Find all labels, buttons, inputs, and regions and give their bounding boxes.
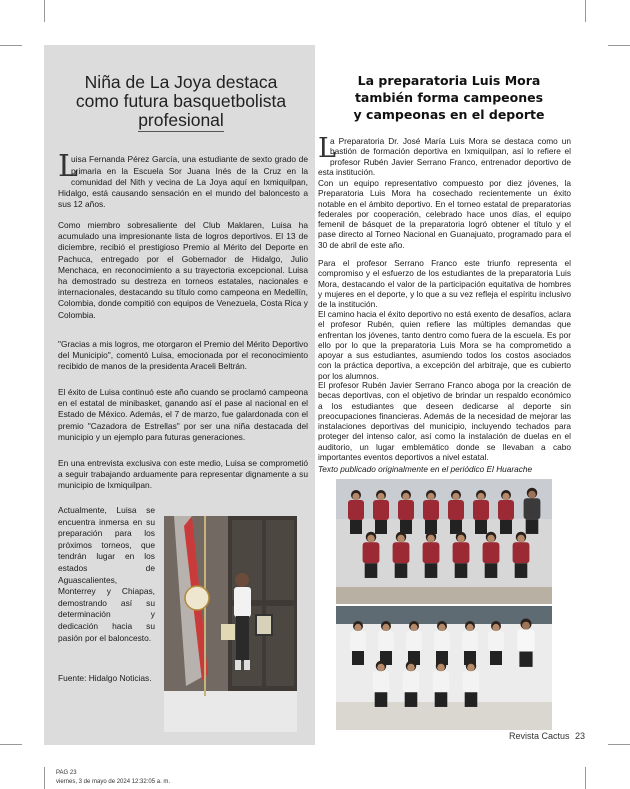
page-number: 23 xyxy=(575,731,586,741)
article-source: Fuente: Hidalgo Noticias. xyxy=(58,673,152,683)
drop-cap: L xyxy=(318,133,336,164)
title-line: como futura basquetbolista xyxy=(75,91,287,111)
print-date: viernes, 3 de mayo de 2024 12:32:05 a. m. xyxy=(56,779,171,785)
magazine-name: Revista Cactus xyxy=(509,731,570,741)
crop-mark xyxy=(44,0,45,22)
crop-mark xyxy=(608,744,630,745)
crop-mark xyxy=(585,0,586,22)
right-article-title xyxy=(322,72,576,123)
left-paragraph: "Gracias a mis logros, me otorgaron el Premio del Mérito Deportivo del Municipio", comentó Luisa, emocionada por el reconocimiento recibido de manos de la presidenta Araceli Beltrán. xyxy=(58,339,308,372)
right-paragraph-intro xyxy=(318,133,571,177)
magazine-footer xyxy=(509,731,585,741)
left-paragraph: En una entrevista exclusiva con este medio, Luisa se comprometió a seguir trabajando arduamente para representar dignamente a su municipio de Ixmiquilpan. xyxy=(58,458,308,491)
team-photo-illustration xyxy=(336,479,552,604)
left-paragraph: El éxito de Luisa continuó este año cuando se proclamó campeona en el estatal de minibasket, ganando así el pase al nacional en el Estado de México. Además, el 7 de marzo, fue galardonada con el premio "Cazadora de Estrellas" por ser una niña destacada del municipio y un ejemplo para futuras generaciones. xyxy=(58,387,308,442)
left-paragraph-intro xyxy=(58,149,308,210)
title-line: y campeonas en el deporte xyxy=(353,107,545,122)
crop-mark xyxy=(585,767,586,789)
paragraph-text: a Preparatoria Dr. José María Luis Mora se destaca como un bastión de formación deportiva en Ixmiquilpan, así lo refiere el profesor Rubén Javier Serrano Franco, entrenador deportivo de esta institución. xyxy=(318,136,571,177)
title-line: La preparatoria Luis Mora xyxy=(357,73,541,88)
title-line: Niña de La Joya destaca xyxy=(84,72,278,92)
team-photo-white-jerseys xyxy=(336,606,552,730)
title-line: también forma campeones xyxy=(354,90,544,105)
title-underline xyxy=(138,131,224,132)
crop-mark xyxy=(608,45,630,46)
left-paragraph-narrow: Actualmente, Luisa se encuentra inmersa en su preparación para los próximos torneos, que tendrán lugar en los estados de Aguascalientes, Monterrey y Chiapas, demostrando así su determinación y dedicación hacia su pasión por el baloncesto. xyxy=(58,505,155,643)
right-paragraph: Para el profesor Serrano Franco este triunfo representa el compromiso y el esfuerzo de los estudiantes de la preparatoria Luis Mora, destacando el valor de la participación equitativa de hombres y mujeres en el deporte, y lo que a su vez refleja el espíritu inclusivo de la institución. xyxy=(318,258,571,310)
right-paragraph: Con un equipo representativo compuesto por diez jóvenes, la Preparatoria Luis Mora ha cosechado recientemente un éxito notable en el ámbito deportivo. En el torneo estatal de preparatorias federales por cooperación, celebrado hace unos días, el equipo femenil de básquet de la preparatoria logró obtener el título y el pase directo al Torneo Nacional en Guanajuato, programado para el 30 de abril de este año. xyxy=(318,178,571,250)
photo-caption: Texto publicado originalmente en el periódico El Huarache xyxy=(318,464,533,474)
drop-cap: L xyxy=(58,149,78,185)
right-paragraph: El camino hacia el éxito deportivo no está exento de desafíos, aclara el profesor Rubén, quien refiere las múltiples demandas que enfrentan los jóvenes, tanto dentro como fuera de la escuela. Es por ello por lo que la preparatoria Luis Mora se ha comprometido a apoyar a sus estudiantes, asumiendo todos los costos asociados con la práctica deportiva, a excepción del arbitraje, que es cubierto por los alumnos. xyxy=(318,309,571,381)
crop-mark xyxy=(0,744,22,745)
print-page-label: PAG 23 xyxy=(56,770,77,776)
girl-award-photo xyxy=(164,516,297,732)
left-article-title xyxy=(56,73,306,132)
right-paragraph: El profesor Rubén Javier Serrano Franco aboga por la creación de becas deportivas, con el objetivo de brindar un respaldo económico a los estudiantes que deseen dedicarse al deporte sin preocupaciones financieras. Además de la necesidad de mejorar las instalaciones deportivas del municipio, incluyendo techados para proteger del intenso calor, así como la instalación de duelas en el auditorio, un lugar emblemático donde se llevaban a cabo importantes eventos deportivos a nivel estatal. xyxy=(318,380,571,463)
title-line: profesional xyxy=(138,110,224,130)
team-photo-red-jerseys xyxy=(336,479,552,604)
paragraph-text: uisa Fernanda Pérez García, una estudiante de sexto grado de primaria en la Escuela Sor Juana Inés de la Cruz en la comunidad del Nith y vecina de La Joya aquí en Ixmiquilpan, Hidalgo, está causando sensación en el mundo del baloncesto a sus 12 años. xyxy=(58,154,308,210)
left-paragraph: Como miembro sobresaliente del Club Maklaren, Luisa ha acumulado una impresionante lista de logros deportivos. El 13 de diciembre, recibió el prestigioso Premio al Mérito del Deporte en Pachuca, entregado por el Gobernador de Hidalgo, Julio Menchaca, en reconocimiento a su trayectoria excepcional. Luisa ha demostrado su destreza en torneos estatales, nacionales e internacionales, destacando su título como campeona en Medellín, Colombia, donde compitió con equipos de Venezuela, Costa Rica y Colombia. xyxy=(58,220,308,320)
crop-mark xyxy=(0,45,22,46)
crop-mark xyxy=(44,767,45,789)
team-photo-illustration xyxy=(336,606,552,730)
photo-illustration xyxy=(164,516,297,732)
